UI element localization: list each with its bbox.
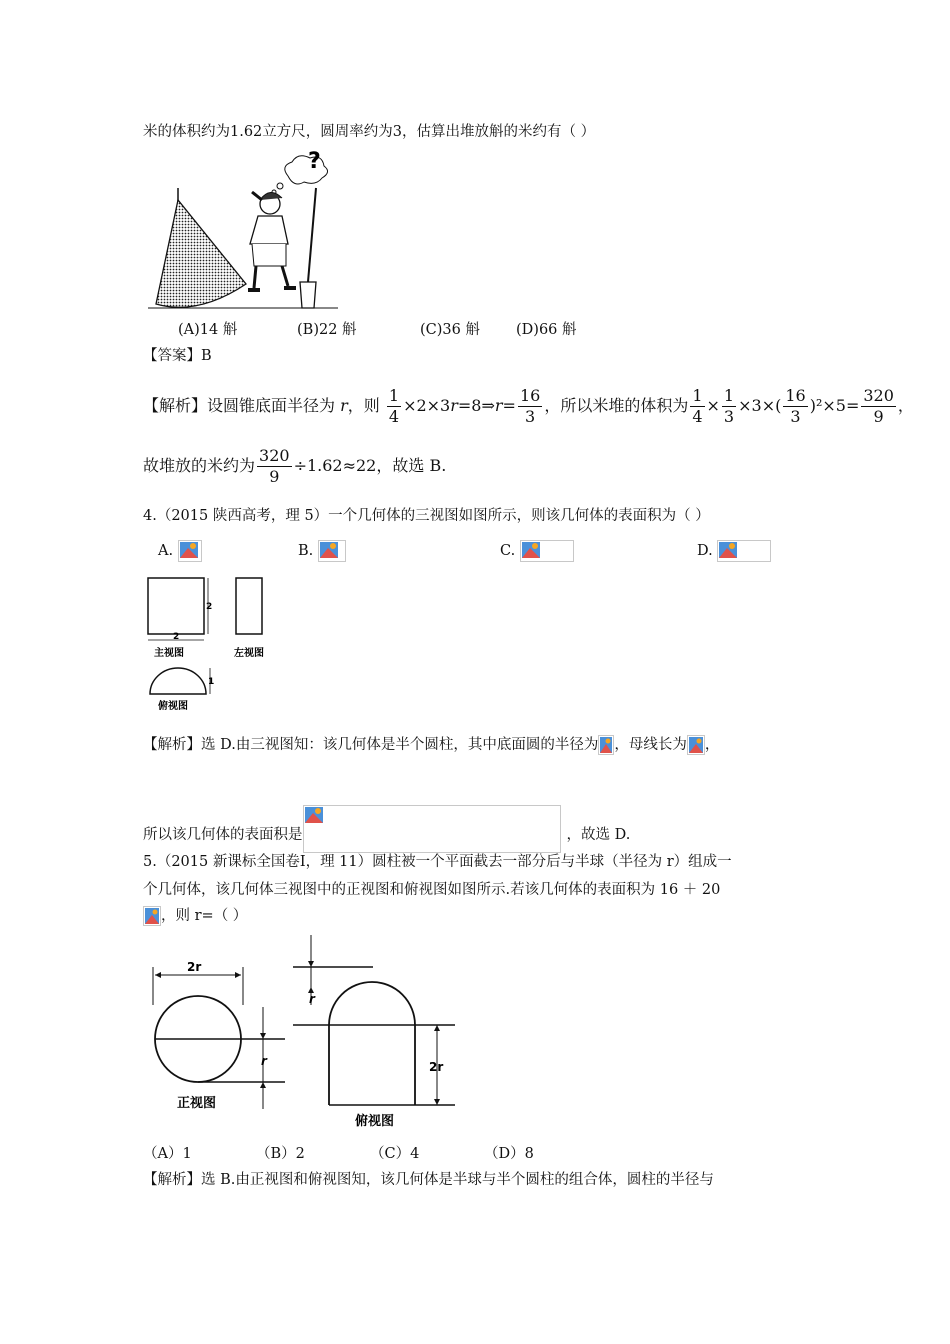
q5-option-a: （A）1 <box>143 1146 192 1162</box>
q4-stem: 4.（2015 陕西高考，理 5）一个几何体的三视图如图所示，则该几何体的表面积为（ ） <box>143 508 710 524</box>
q3-option-b: (B)22 斛 <box>297 322 357 338</box>
image-icon <box>719 542 737 558</box>
q4-exp-text: 所以该几何体的表面积是 <box>143 827 303 843</box>
rice-pile-illustration <box>148 148 338 313</box>
fraction <box>257 446 292 487</box>
q3-expr: ×2×3 <box>403 396 451 415</box>
q3-exp-label: 【解析】设圆锥底面半径为 <box>143 396 336 415</box>
q3-option-a: (A)14 斛 <box>178 322 238 338</box>
q3-text: 故堆放的米约为 <box>143 456 256 475</box>
top-view-label: 俯视图 <box>355 1114 395 1129</box>
q4-explanation-line2 <box>143 805 630 853</box>
image-icon <box>145 908 159 924</box>
top-r-label: r <box>309 992 315 1006</box>
formula-image-placeholder <box>303 805 561 853</box>
q5-three-view-figure <box>145 935 465 1135</box>
q3-var-r: r <box>340 396 348 415</box>
image-icon <box>522 542 540 558</box>
q3-answer: 【答案】B <box>143 348 212 364</box>
image-icon <box>689 737 703 753</box>
q4-exp-text: ， <box>704 737 720 753</box>
q5-option-b: （B）2 <box>256 1146 305 1162</box>
q3-explanation-line: 【解析】设圆锥底面半径为 r，则 $\frac{1}{4}$ ×2×3r=8⇒r= $\frac{16}{3}$ ，所以米堆的体积为 $\frac{1}{4}$ × $\frac{1}{3}$ ×3×( $\frac{16}{3}$ )²×5= $\frac{320}{9}$ ， <box>143 386 914 426</box>
option-label: C. <box>500 543 516 559</box>
option-label: A. <box>158 543 174 559</box>
option-label: D. <box>697 543 713 559</box>
q3-text: ， <box>897 396 914 415</box>
formula-image-placeholder <box>687 735 705 755</box>
denominator: 9 <box>269 467 280 486</box>
q4-option-a <box>158 540 202 562</box>
side-view-label: 左视图 <box>234 648 264 659</box>
q3-option-c: (C)36 斛 <box>420 322 480 338</box>
q3-conclusion-line <box>143 444 446 488</box>
q3-stem-line: 米的体积约为1.62立方尺，圆周率约为3，估算出堆放斛的米约有（ ） <box>143 124 596 140</box>
denominator: 3 <box>790 407 801 426</box>
formula-image-placeholder <box>598 735 614 755</box>
q4-option-b <box>298 540 346 562</box>
front-view-label: 主视图 <box>154 648 184 659</box>
q3-expr: ×3×( <box>738 396 782 415</box>
q4-exp-text: 【解析】选 D.由三视图知：该几何体是半个圆柱，其中底面圆的半径为 <box>143 737 599 753</box>
q3-var-r: r <box>450 396 458 415</box>
numerator: 320 <box>863 386 894 405</box>
formula-image-placeholder <box>520 540 574 562</box>
option-label: B. <box>298 543 314 559</box>
q3-expr: )²×5= <box>809 396 860 415</box>
front-view-label: 正视图 <box>177 1096 217 1111</box>
denominator: 4 <box>692 407 703 426</box>
q3-then: ，则 <box>347 396 380 415</box>
front-width-label: 2r <box>187 960 202 974</box>
image-icon <box>320 542 338 558</box>
formula-image-placeholder <box>178 540 202 562</box>
q4-exp-text: ，母线长为 <box>614 737 687 753</box>
denominator: 3 <box>723 407 735 426</box>
q5-stem-line1: 5.（2015 新课标全国卷Ⅰ，理 11）圆柱被一个平面截去一部分后与半球（半径为 r）组成一 <box>143 854 732 870</box>
q3-expr: =8⇒ <box>457 396 495 415</box>
image-icon <box>305 807 323 823</box>
denominator: 9 <box>873 407 884 426</box>
dim-label-radius: 1 <box>208 677 215 687</box>
q5-stem-line2: 个几何体，该几何体三视图中的正视图和俯视图如图所示.若该几何体的表面积为 16 ＋ 20 <box>143 882 721 898</box>
dim-label-width: 2 <box>173 632 180 642</box>
q5-stem-text: ，则 r=（ ） <box>161 908 248 924</box>
image-icon <box>600 737 612 753</box>
q4-explanation-line1 <box>143 735 719 755</box>
q3-expr: × <box>706 396 720 415</box>
svg-text:?: ? <box>308 149 321 174</box>
numerator: 1 <box>692 386 703 405</box>
formula-image-placeholder <box>143 906 161 926</box>
fraction <box>387 386 401 427</box>
formula-image-placeholder <box>717 540 771 562</box>
numerator: 1 <box>723 386 735 405</box>
numerator: 16 <box>785 386 806 405</box>
numerator: 320 <box>259 446 290 465</box>
fraction <box>518 386 542 427</box>
fraction <box>722 386 736 427</box>
q4-option-c <box>500 540 574 562</box>
q3-option-d: (D)66 斛 <box>516 322 577 338</box>
q4-exp-text: ，故选 D. <box>566 827 631 843</box>
q4-three-view-figure <box>140 572 280 712</box>
top-height-label: 2r <box>429 1060 444 1074</box>
denominator: 4 <box>388 407 400 426</box>
q4-option-d <box>697 540 771 562</box>
fraction <box>861 386 896 427</box>
fraction <box>783 386 807 427</box>
q3-text: ÷1.62≈22，故选 B. <box>293 456 447 475</box>
numerator: 16 <box>519 386 541 405</box>
q3-var-r: r <box>494 396 503 415</box>
formula-image-placeholder <box>318 540 346 562</box>
numerator: 1 <box>388 386 400 405</box>
dim-label-height: 2 <box>206 602 213 612</box>
q5-explanation: 【解析】选 B.由正视图和俯视图知，该几何体是半球与半个圆柱的组合体，圆柱的半径与 <box>143 1172 714 1188</box>
image-icon <box>180 542 198 558</box>
q5-option-c: （C）4 <box>370 1146 420 1162</box>
top-view-label: 俯视图 <box>158 701 188 712</box>
fraction <box>690 386 704 427</box>
denominator: 3 <box>525 407 536 426</box>
q5-stem-line3 <box>143 906 247 926</box>
front-r-label: r <box>261 1054 267 1068</box>
q3-text: ，所以米堆的体积为 <box>544 396 689 415</box>
q5-option-d: （D）8 <box>484 1146 534 1162</box>
